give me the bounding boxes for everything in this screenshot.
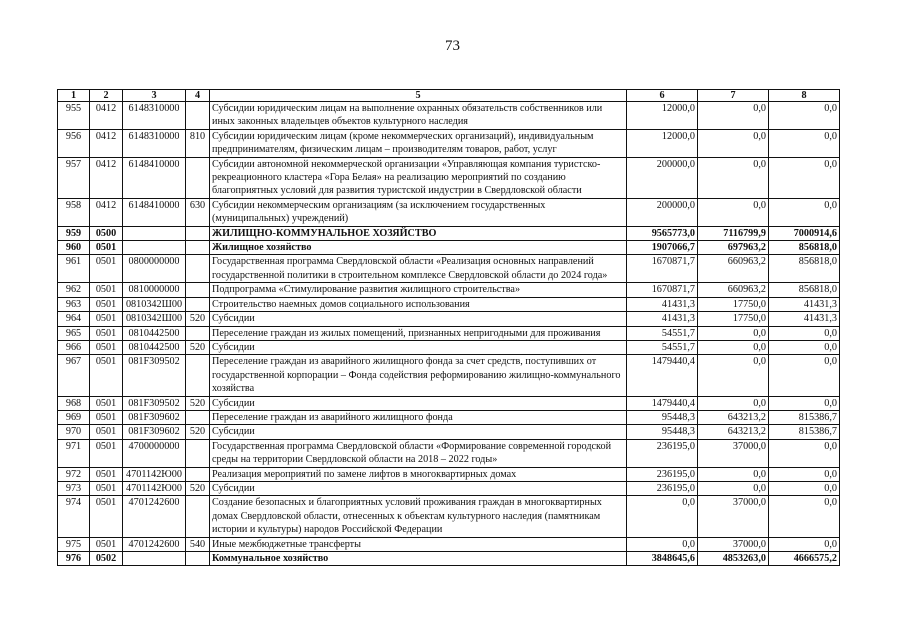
amount-col8-cell: 0,0: [769, 481, 840, 495]
amount-col6-cell: 1670871,7: [627, 283, 698, 297]
amount-col6-cell: 41431,3: [627, 312, 698, 326]
row-number-cell: 969: [58, 410, 90, 424]
amount-col6-cell: 3848645,6: [627, 552, 698, 566]
amount-col8-cell: 0,0: [769, 396, 840, 410]
row-number-cell: 966: [58, 340, 90, 354]
column-header: 8: [769, 90, 840, 102]
table-row: [58, 467, 840, 481]
section-code-cell: 0501: [90, 467, 123, 481]
row-number-cell: 973: [58, 481, 90, 495]
target-article-cell: 6148310000: [123, 129, 186, 157]
amount-col7-cell: 0,0: [698, 481, 769, 495]
amount-col8-cell: 0,0: [769, 198, 840, 226]
row-number-cell: 955: [58, 102, 90, 130]
amount-col6-cell: 200000,0: [627, 198, 698, 226]
page-number: 73: [445, 38, 460, 54]
row-number-cell: 965: [58, 326, 90, 340]
amount-col6-cell: 1670871,7: [627, 255, 698, 283]
row-number-cell: 957: [58, 157, 90, 198]
expense-type-cell: [186, 355, 210, 396]
table-row: [58, 481, 840, 495]
expense-type-cell: [186, 297, 210, 311]
amount-col6-cell: 236195,0: [627, 439, 698, 467]
amount-col7-cell: 0,0: [698, 326, 769, 340]
section-code-cell: 0501: [90, 283, 123, 297]
expense-type-cell: [186, 439, 210, 467]
amount-col6-cell: 200000,0: [627, 157, 698, 198]
column-header: 4: [186, 90, 210, 102]
target-article-cell: [123, 226, 186, 240]
item-name-cell: Субсидии юридическим лицам (кроме некоммерческих организаций), индивидуальным предпринимателям, физическим лицам – производителям товаров, работ, услуг: [210, 129, 627, 157]
target-article-cell: 0810442500: [123, 326, 186, 340]
section-code-cell: 0500: [90, 226, 123, 240]
amount-col7-cell: 37000,0: [698, 496, 769, 537]
section-code-cell: 0501: [90, 439, 123, 467]
amount-col6-cell: 95448,3: [627, 425, 698, 439]
amount-col7-cell: 0,0: [698, 157, 769, 198]
target-article-cell: 4701142Ю00: [123, 481, 186, 495]
amount-col6-cell: 1479440,4: [627, 396, 698, 410]
amount-col7-cell: 4853263,0: [698, 552, 769, 566]
expense-type-cell: 520: [186, 396, 210, 410]
column-header: 7: [698, 90, 769, 102]
amount-col6-cell: 1479440,4: [627, 355, 698, 396]
table-row: [58, 283, 840, 297]
amount-col7-cell: 660963,2: [698, 255, 769, 283]
amount-col7-cell: 17750,0: [698, 312, 769, 326]
table-header-row: [58, 90, 840, 102]
section-code-cell: 0501: [90, 410, 123, 424]
column-header: 5: [210, 90, 627, 102]
item-name-cell: Жилищное хозяйство: [210, 241, 627, 255]
column-header: 6: [627, 90, 698, 102]
row-number-cell: 959: [58, 226, 90, 240]
section-code-cell: 0412: [90, 198, 123, 226]
expense-type-cell: 630: [186, 198, 210, 226]
section-code-cell: 0501: [90, 297, 123, 311]
section-code-cell: 0501: [90, 425, 123, 439]
amount-col7-cell: 37000,0: [698, 537, 769, 551]
table-row: [58, 226, 840, 240]
row-number-cell: 975: [58, 537, 90, 551]
amount-col7-cell: 0,0: [698, 198, 769, 226]
amount-col8-cell: 0,0: [769, 355, 840, 396]
item-name-cell: Субсидии автономной некоммерческой организации «Управляющая компания туристско-рекреационного кластера «Гора Белая» на реализацию мероприятий по созданию благоприятных условий для развития туристской индустрии в Свердловской области: [210, 157, 627, 198]
amount-col8-cell: 4666575,2: [769, 552, 840, 566]
amount-col7-cell: 697963,2: [698, 241, 769, 255]
section-code-cell: 0501: [90, 537, 123, 551]
target-article-cell: 4701242600: [123, 537, 186, 551]
expense-type-cell: 520: [186, 425, 210, 439]
amount-col6-cell: 95448,3: [627, 410, 698, 424]
amount-col7-cell: 7116799,9: [698, 226, 769, 240]
table-row: [58, 355, 840, 396]
amount-col8-cell: 0,0: [769, 102, 840, 130]
expense-type-cell: [186, 226, 210, 240]
column-header: 1: [58, 90, 90, 102]
amount-col6-cell: 12000,0: [627, 102, 698, 130]
row-number-cell: 964: [58, 312, 90, 326]
amount-col7-cell: 0,0: [698, 129, 769, 157]
expense-type-cell: [186, 326, 210, 340]
row-number-cell: 960: [58, 241, 90, 255]
section-code-cell: 0501: [90, 396, 123, 410]
section-code-cell: 0502: [90, 552, 123, 566]
amount-col8-cell: 0,0: [769, 326, 840, 340]
table-row: [58, 326, 840, 340]
amount-col8-cell: 815386,7: [769, 425, 840, 439]
section-code-cell: 0501: [90, 241, 123, 255]
target-article-cell: 0810342Ш00: [123, 297, 186, 311]
target-article-cell: 6148410000: [123, 157, 186, 198]
table-row: [58, 102, 840, 130]
row-number-cell: 958: [58, 198, 90, 226]
amount-col6-cell: 54551,7: [627, 340, 698, 354]
row-number-cell: 971: [58, 439, 90, 467]
amount-col8-cell: 0,0: [769, 129, 840, 157]
table-row: [58, 255, 840, 283]
target-article-cell: 0810442500: [123, 340, 186, 354]
item-name-cell: Субсидии юридическим лицам на выполнение охранных обязательств собственников или иных законных владельцев объектов культурного наследия: [210, 102, 627, 130]
item-name-cell: Переселение граждан из аварийного жилищного фонда за счет средств, поступивших от государственной корпорации – Фонда содействия реформированию жилищно-коммунального хозяйства: [210, 355, 627, 396]
item-name-cell: Субсидии: [210, 396, 627, 410]
amount-col8-cell: 0,0: [769, 340, 840, 354]
target-article-cell: 0810342Ш00: [123, 312, 186, 326]
row-number-cell: 967: [58, 355, 90, 396]
target-article-cell: 081F309602: [123, 425, 186, 439]
target-article-cell: 6148310000: [123, 102, 186, 130]
item-name-cell: Создание безопасных и благоприятных условий проживания граждан в многоквартирных домах Свердловской области, отнесенных к объектам культурного наследия (памятникам истории и культуры) народов Российской Федерации: [210, 496, 627, 537]
amount-col7-cell: 0,0: [698, 396, 769, 410]
target-article-cell: 4701242600: [123, 496, 186, 537]
table-row: [58, 157, 840, 198]
table-row: [58, 340, 840, 354]
amount-col8-cell: 41431,3: [769, 297, 840, 311]
row-number-cell: 970: [58, 425, 90, 439]
amount-col8-cell: 41431,3: [769, 312, 840, 326]
row-number-cell: 974: [58, 496, 90, 537]
item-name-cell: Субсидии: [210, 481, 627, 495]
target-article-cell: 4701142Ю00: [123, 467, 186, 481]
amount-col6-cell: 41431,3: [627, 297, 698, 311]
item-name-cell: Государственная программа Свердловской области «Формирование современной городской среды на территории Свердловской области на 2018 – 2022 годы»: [210, 439, 627, 467]
table-row: [58, 439, 840, 467]
target-article-cell: 081F309502: [123, 355, 186, 396]
item-name-cell: Реализация мероприятий по замене лифтов в многоквартирных домах: [210, 467, 627, 481]
item-name-cell: Субсидии: [210, 312, 627, 326]
section-code-cell: 0412: [90, 102, 123, 130]
table-row: [58, 129, 840, 157]
section-code-cell: 0501: [90, 340, 123, 354]
item-name-cell: Субсидии: [210, 340, 627, 354]
column-header: 2: [90, 90, 123, 102]
amount-col7-cell: 643213,2: [698, 410, 769, 424]
table-row: [58, 425, 840, 439]
amount-col6-cell: 1907066,7: [627, 241, 698, 255]
table-row: [58, 537, 840, 551]
target-article-cell: 4700000000: [123, 439, 186, 467]
amount-col8-cell: 856818,0: [769, 283, 840, 297]
expense-type-cell: [186, 102, 210, 130]
amount-col8-cell: 0,0: [769, 439, 840, 467]
item-name-cell: ЖИЛИЩНО-КОММУНАЛЬНОЕ ХОЗЯЙСТВО: [210, 226, 627, 240]
item-name-cell: Переселение граждан из жилых помещений, признанных непригодными для проживания: [210, 326, 627, 340]
table-row: [58, 198, 840, 226]
row-number-cell: 976: [58, 552, 90, 566]
section-code-cell: 0501: [90, 496, 123, 537]
item-name-cell: Иные межбюджетные трансферты: [210, 537, 627, 551]
amount-col8-cell: 856818,0: [769, 241, 840, 255]
item-name-cell: Подпрограмма «Стимулирование развития жилищного строительства»: [210, 283, 627, 297]
expense-type-cell: 520: [186, 340, 210, 354]
amount-col8-cell: 0,0: [769, 467, 840, 481]
amount-col7-cell: 0,0: [698, 467, 769, 481]
row-number-cell: 961: [58, 255, 90, 283]
expense-type-cell: [186, 410, 210, 424]
amount-col8-cell: 7000914,6: [769, 226, 840, 240]
expense-type-cell: [186, 496, 210, 537]
amount-col8-cell: 856818,0: [769, 255, 840, 283]
expense-type-cell: [186, 552, 210, 566]
amount-col7-cell: 0,0: [698, 340, 769, 354]
section-code-cell: 0501: [90, 355, 123, 396]
amount-col7-cell: 37000,0: [698, 439, 769, 467]
target-article-cell: 0810000000: [123, 283, 186, 297]
amount-col7-cell: 0,0: [698, 355, 769, 396]
section-code-cell: 0501: [90, 481, 123, 495]
table-row: [58, 552, 840, 566]
target-article-cell: [123, 552, 186, 566]
amount-col7-cell: 0,0: [698, 102, 769, 130]
expense-type-cell: [186, 241, 210, 255]
expense-type-cell: [186, 283, 210, 297]
target-article-cell: [123, 241, 186, 255]
section-code-cell: 0412: [90, 157, 123, 198]
row-number-cell: 972: [58, 467, 90, 481]
expense-type-cell: 520: [186, 481, 210, 495]
expense-type-cell: [186, 157, 210, 198]
amount-col7-cell: 643213,2: [698, 425, 769, 439]
amount-col7-cell: 17750,0: [698, 297, 769, 311]
column-header: 3: [123, 90, 186, 102]
table-row: [58, 241, 840, 255]
row-number-cell: 963: [58, 297, 90, 311]
row-number-cell: 968: [58, 396, 90, 410]
budget-table: [57, 89, 840, 566]
item-name-cell: Государственная программа Свердловской области «Реализация основных направлений государственной политики в строительном комплексе Свердловской области до 2024 года»: [210, 255, 627, 283]
item-name-cell: Строительство наемных домов социального использования: [210, 297, 627, 311]
item-name-cell: Коммунальное хозяйство: [210, 552, 627, 566]
table-row: [58, 496, 840, 537]
section-code-cell: 0501: [90, 312, 123, 326]
table-body: [58, 102, 840, 566]
table-row: [58, 312, 840, 326]
section-code-cell: 0501: [90, 326, 123, 340]
amount-col6-cell: 236195,0: [627, 481, 698, 495]
amount-col6-cell: 12000,0: [627, 129, 698, 157]
amount-col6-cell: 0,0: [627, 537, 698, 551]
amount-col6-cell: 9565773,0: [627, 226, 698, 240]
target-article-cell: 6148410000: [123, 198, 186, 226]
target-article-cell: 081F309502: [123, 396, 186, 410]
item-name-cell: Субсидии: [210, 425, 627, 439]
target-article-cell: 0800000000: [123, 255, 186, 283]
amount-col6-cell: 236195,0: [627, 467, 698, 481]
expense-type-cell: [186, 467, 210, 481]
amount-col8-cell: 0,0: [769, 157, 840, 198]
expense-type-cell: 540: [186, 537, 210, 551]
table-row: [58, 410, 840, 424]
amount-col8-cell: 815386,7: [769, 410, 840, 424]
table-row: [58, 297, 840, 311]
expense-type-cell: 520: [186, 312, 210, 326]
section-code-cell: 0501: [90, 255, 123, 283]
target-article-cell: 081F309602: [123, 410, 186, 424]
expense-type-cell: 810: [186, 129, 210, 157]
row-number-cell: 962: [58, 283, 90, 297]
table-row: [58, 396, 840, 410]
amount-col6-cell: 54551,7: [627, 326, 698, 340]
amount-col7-cell: 660963,2: [698, 283, 769, 297]
item-name-cell: Субсидии некоммерческим организациям (за исключением государственных (муниципальных) учреждений): [210, 198, 627, 226]
amount-col8-cell: 0,0: [769, 537, 840, 551]
amount-col6-cell: 0,0: [627, 496, 698, 537]
amount-col8-cell: 0,0: [769, 496, 840, 537]
expense-type-cell: [186, 255, 210, 283]
item-name-cell: Переселение граждан из аварийного жилищного фонда: [210, 410, 627, 424]
section-code-cell: 0412: [90, 129, 123, 157]
row-number-cell: 956: [58, 129, 90, 157]
